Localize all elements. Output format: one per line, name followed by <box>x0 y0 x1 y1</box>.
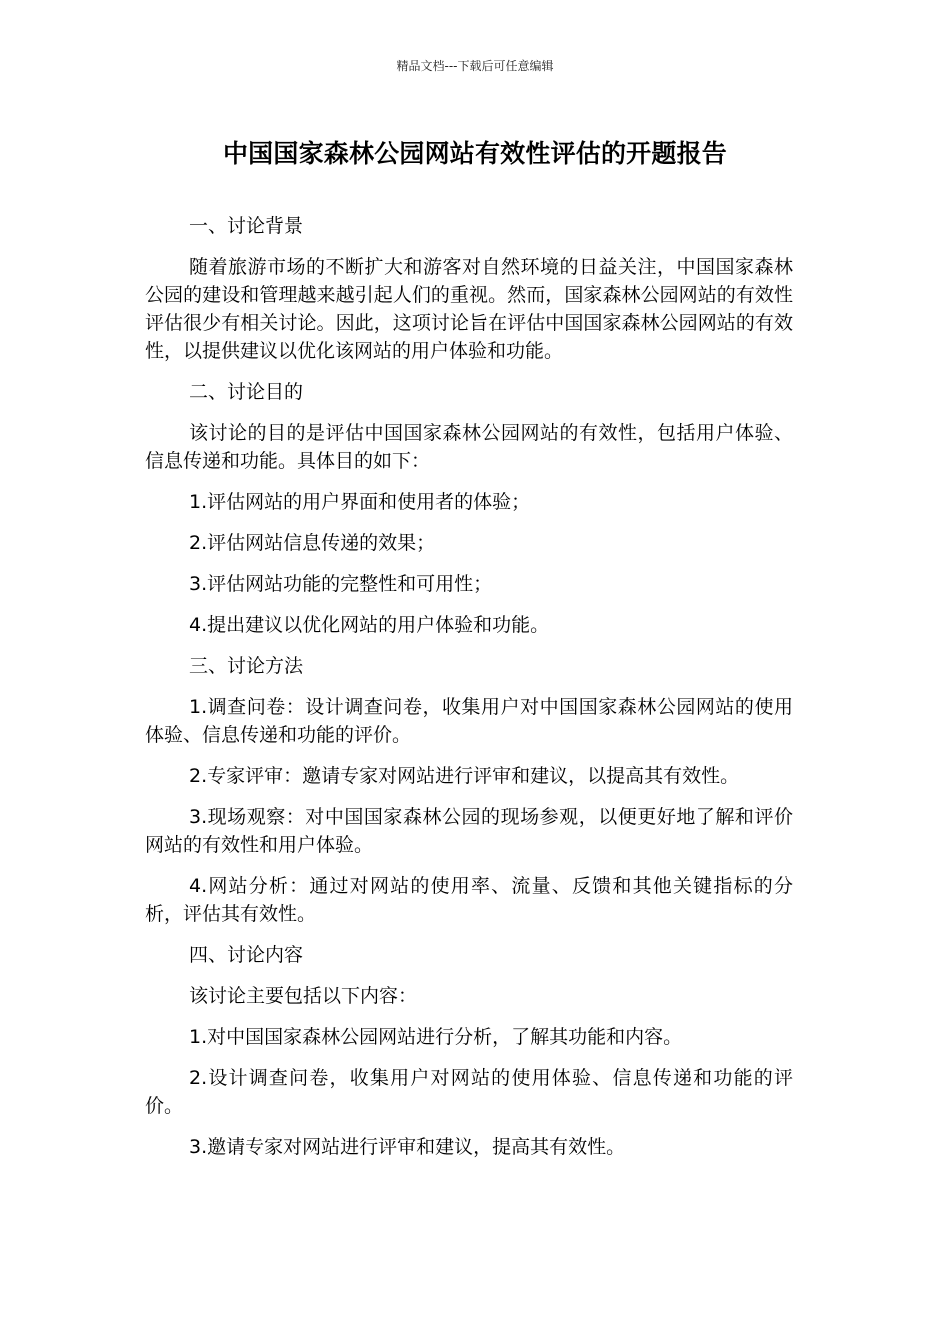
list-item: 2.专家评审：邀请专家对网站进行评审和建议，以提高其有效性。 <box>189 765 740 787</box>
section-heading-background: 一、讨论背景 <box>189 215 304 237</box>
paragraph-background: 随着旅游市场的不断扩大和游客对自然环境的日益关注，中国国家森林公园的建设和管理越来越引起人们的重视。然而，国家森林公园网站的有效性评估很少有相关讨论。因此，这项讨论旨在评估中国国家森林公园网站的有效性，以提供建议以优化该网站的用户体验和功能。 <box>145 256 793 362</box>
list-item: 1.评估网站的用户界面和使用者的体验； <box>189 491 531 513</box>
list-item: 1.对中国国家森林公园网站进行分析，了解其功能和内容。 <box>189 1026 683 1048</box>
list-item: 4.网站分析：通过对网站的使用率、流量、反馈和其他关键指标的分析，评估其有效性。 <box>145 875 793 925</box>
list-item: 3.现场观察：对中国国家森林公园的现场参观，以便更好地了解和评价网站的有效性和用户体验。 <box>145 806 793 856</box>
list-item: 3.评估网站功能的完整性和可用性； <box>189 573 493 595</box>
list-item: 2.评估网站信息传递的效果； <box>189 532 436 554</box>
list-item: 3.邀请专家对网站进行评审和建议，提高其有效性。 <box>189 1136 626 1158</box>
header-note: 精品文档---下载后可任意编辑 <box>396 59 554 73</box>
list-item: 1.调查问卷：设计调查问卷，收集用户对中国国家森林公园网站的使用体验、信息传递和功能的评价。 <box>145 696 793 746</box>
list-item: 4.提出建议以优化网站的用户体验和功能。 <box>189 614 550 636</box>
section-heading-methods: 三、讨论方法 <box>189 655 304 677</box>
list-item: 2.设计调查问卷，收集用户对网站的使用体验、信息传递和功能的评价。 <box>145 1067 793 1117</box>
section-heading-content: 四、讨论内容 <box>189 944 304 966</box>
section-heading-purpose: 二、讨论目的 <box>189 381 304 403</box>
paragraph-purpose: 该讨论的目的是评估中国国家森林公园网站的有效性，包括用户体验、信息传递和功能。具体目的如下： <box>145 422 793 472</box>
paragraph-content-intro: 该讨论主要包括以下内容： <box>189 985 418 1007</box>
document-title: 中国国家森林公园网站有效性评估的开题报告 <box>222 139 727 168</box>
document-body <box>145 212 793 1174</box>
